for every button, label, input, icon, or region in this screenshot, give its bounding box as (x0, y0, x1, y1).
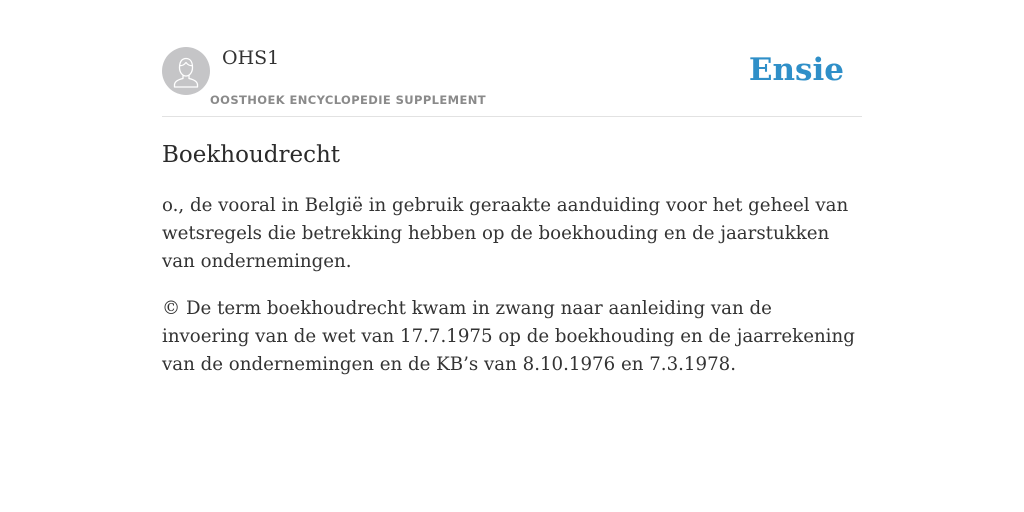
ensie-logo-link[interactable]: Ensie (748, 52, 844, 88)
source-code[interactable]: OHS1 (222, 47, 280, 69)
source-header (162, 46, 862, 117)
entry-definition: o., de vooral in België in gebruik geraakte aanduiding voor het geheel van wetsregels die betrekking hebben op de boekhouding en de jaarstukken van ondernemingen. (162, 195, 849, 272)
user-silhouette-icon (162, 47, 210, 95)
source-name[interactable]: OOSTHOEK ENCYCLOPEDIE SUPPLEMENT (210, 93, 487, 107)
source-avatar[interactable] (162, 47, 210, 95)
entry-title: Boekhoudrecht (162, 142, 341, 168)
entry-note: © De term boekhoudrecht kwam in zwang naar aanleiding van de invoering van de wet van 17.7.1975 op de boekhouding en de jaarrekening van de ondernemingen en de KB’s van 8.10.1976 en 7.3.1978. (162, 298, 855, 375)
